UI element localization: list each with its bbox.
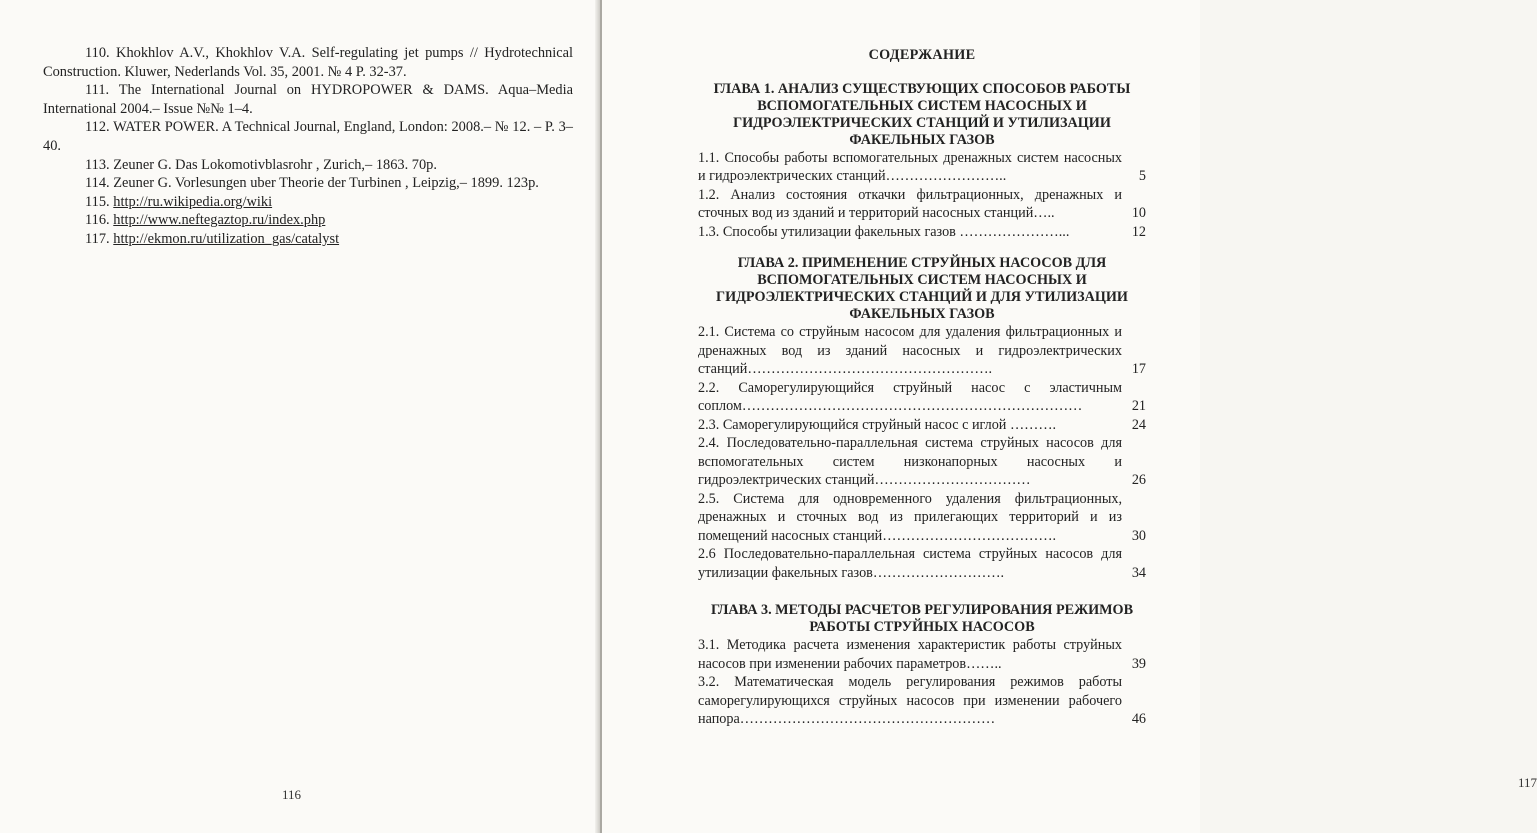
toc-entry-text: 2.2. Саморегулирующийся струйный насос с эластичным соплом……………………………………………………………… [698, 379, 1122, 414]
toc-entry [698, 490, 1146, 546]
table-of-contents [698, 46, 1146, 729]
toc-entry-text: 2.5. Система для одновременного удаления фильтрационных, дренажных и сточных вод из прилегающих территорий и из помещений насосных станций………………………………. [698, 490, 1122, 544]
reference-link-item [43, 211, 573, 230]
toc-entry-text: 1.1. Способы работы вспомогательных дренажных систем насосных и гидроэлектрических станций…………………….. [698, 149, 1122, 184]
reference-link-item [43, 230, 573, 249]
toc-entry-text: 2.1. Система со струйным насосом для удаления фильтрационных и дренажных вод из зданий насосных и гидроэлектрических станций……………………………………………. [698, 324, 1122, 377]
toc-entry-page: 17 [1131, 361, 1146, 377]
reference-item: 110. Khokhlov A.V., Khokhlov V.A. Self-regulating jet pumps // Hydrotechnical Construction. Kluwer, Nederlands Vol. 35, 2001. № 4 P. 32-37. [43, 45, 573, 80]
toc-entry [698, 673, 1146, 729]
toc-entry [698, 379, 1146, 416]
toc-entry-text: 3.2. Математическая модель регулирования режимов работы саморегулирующихся струйных насосов при изменении рабочего напора……………………………………………… [698, 674, 1122, 727]
reference-item: 111. The International Journal on HYDROPOWER & DAMS. Aqua–Media International 2004.– Issue №№ 1–4. [43, 82, 573, 117]
toc-entry [698, 416, 1146, 435]
toc-entry-page: 12 [1131, 223, 1146, 240]
toc-entry [698, 186, 1146, 223]
toc-entry-page: 10 [1131, 205, 1146, 221]
toc-entry-text: 2.6 Последовательно-параллельная система струйных насосов для утилизации факельных газов………………………. [698, 546, 1122, 581]
toc-entry [698, 223, 1146, 242]
reference-number: 116. [85, 212, 110, 229]
reference-item: 114. Zeuner G. Vorlesungen uber Theorie der Turbinen , Leipzig,– 1899. 123p. [85, 175, 539, 192]
reference-link[interactable]: http://ru.wikipedia.org/wiki [113, 193, 273, 210]
toc-entry-page: 26 [1131, 472, 1146, 488]
reference-number: 117. [85, 230, 110, 247]
chapter-heading: ГЛАВА 1. АНАЛИЗ СУЩЕСТВУЮЩИХ СПОСОБОВ РАБОТЫ ВСПОМОГАТЕЛЬНЫХ СИСТЕМ НАСОСНЫХ И ГИДРОЭЛЕКТРИЧЕСКИХ СТАНЦИЙ И УТИЛИЗАЦИИ ФАКЕЛЬНЫХ ГАЗОВ [713, 80, 1131, 148]
reference-link[interactable]: http://www.neftegaztop.ru/index.php [113, 212, 326, 229]
toc-entry-text: 3.1. Методика расчета изменения характеристик работы струйных насосов при изменении рабочих параметров…….. [698, 637, 1122, 672]
toc-entry-page: 46 [1131, 711, 1146, 727]
chapter-heading: ГЛАВА 2. ПРИМЕНЕНИЕ СТРУЙНЫХ НАСОСОВ ДЛЯ ВСПОМОГАТЕЛЬНЫХ СИСТЕМ НАСОСНЫХ И ГИДРОЭЛЕКТРИЧЕСКИХ СТАНЦИЙ И ДЛЯ УТИЛИЗАЦИИ ФАКЕЛЬНЫХ ГАЗОВ [716, 255, 1128, 322]
reference-item: 112. WATER POWER. A Technical Journal, England, London: 2008.– № 12. – P. 3–40. [43, 119, 573, 154]
right-page [602, 0, 1537, 833]
toc-entry-text: 1.2. Анализ состояния откачки фильтрационных, дренажных и сточных вод из зданий и территорий насосных станций….. [698, 186, 1122, 221]
reference-item: 113. Zeuner G. Das Lokomotivblasrohr , Zurich,– 1863. 70p. [85, 156, 437, 173]
toc-entry [698, 323, 1146, 379]
page-number-right: 117 [1518, 775, 1537, 790]
reference-number: 115. [85, 193, 110, 210]
toc-entry-page: 24 [1131, 416, 1146, 433]
toc-entry [698, 545, 1146, 582]
page-number-left: 116 [282, 787, 302, 802]
chapter-heading: ГЛАВА 3. МЕТОДЫ РАСЧЕТОВ РЕГУЛИРОВАНИЯ РЕЖИМОВ РАБОТЫ СТРУЙНЫХ НАСОСОВ [710, 602, 1134, 635]
toc-entry-text: 1.3. Способы утилизации факельных газов …………………... [698, 223, 1070, 240]
toc-entry [698, 149, 1146, 186]
reference-link-item [43, 193, 573, 212]
toc-entry-page: 30 [1131, 527, 1146, 544]
toc-entry-page: 5 [1138, 168, 1146, 184]
toc-title: СОДЕРЖАНИЕ [868, 47, 976, 63]
toc-entry-page: 34 [1131, 564, 1146, 581]
toc-entry-page: 21 [1131, 398, 1146, 414]
reference-link[interactable]: http://ekmon.ru/utilization_gas/catalyst [113, 230, 340, 247]
toc-entry [698, 636, 1146, 673]
reference-list [43, 44, 573, 249]
toc-entry-text: 2.3. Саморегулирующийся струйный насос с иглой ………. [698, 416, 1057, 433]
toc-entry [698, 434, 1146, 490]
left-page [0, 0, 598, 833]
toc-entry-text: 2.4. Последовательно-параллельная система струйных насосов для вспомогательных систем низконапорных насосных и гидроэлектрических станций…………………………… [698, 435, 1122, 488]
toc-entry-page: 39 [1131, 655, 1146, 672]
